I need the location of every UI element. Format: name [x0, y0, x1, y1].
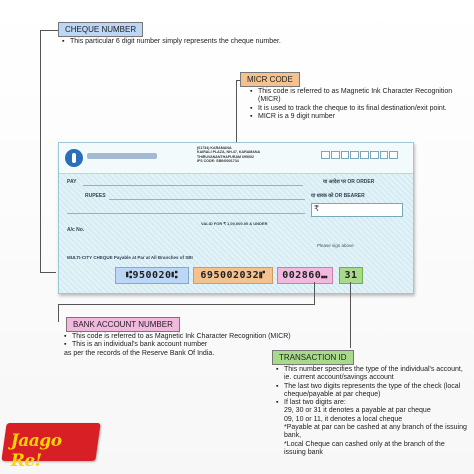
- connector-line: [40, 30, 58, 31]
- pay-label: PAY: [67, 179, 77, 185]
- connector-line: [40, 30, 41, 272]
- valid-label: VALID FOR ₹ 1,00,000.00 & UNDER: [201, 221, 268, 226]
- rupees-label: RUPEES: [85, 193, 106, 199]
- desc-item: ▪ This number specifies the type of the individual's account, ie. current account/savings account: [276, 366, 468, 383]
- cheque-image: [58, 142, 414, 294]
- address-line: IFS CODE: SBIN0001734: [197, 159, 239, 164]
- order-label: या आदेश पर OR ORDER: [323, 179, 375, 185]
- address-line: (01734) KARAMANA: [197, 146, 232, 150]
- ac-no-label: A/c No.: [67, 227, 85, 233]
- logo-text: Jaago Re!: [10, 431, 62, 471]
- desc-item: ▪ If last two digits are:: [276, 399, 468, 407]
- desc-item: ▪ This code is referred to as Magnetic Ink Character Recognition (MICR): [64, 333, 364, 341]
- bank-account-number-label: BANK ACCOUNT NUMBER: [66, 317, 180, 332]
- transaction-id-label: TRANSACTION ID: [272, 350, 354, 365]
- date-boxes: [321, 151, 399, 159]
- desc-item: ▪ This particular 6 digit number simply represents the cheque number.: [62, 38, 362, 46]
- desc-item: ▪ The last two digits represents the type of the check (local cheque/payable at par cheque): [276, 383, 468, 400]
- branch-address: [197, 146, 260, 164]
- desc-item: ▪ This is an individual's bank account number: [64, 341, 364, 349]
- connector-line: [314, 282, 315, 304]
- sign-label: Please sign above: [317, 243, 354, 248]
- desc-item: 29, 30 or 31 it denotes a payable at par cheque: [284, 407, 431, 415]
- desc-item: as per the records of the Reserve Bank Of India.: [64, 349, 215, 357]
- desc-item: ▪ It is used to track the cheque to its final destination/exit point.: [250, 105, 462, 113]
- bank-logo-icon: [65, 149, 83, 167]
- cheque-number-label: CHEQUE NUMBER: [58, 22, 143, 37]
- connector-line: [58, 304, 315, 305]
- address-line: KAIRALI PLAZA, NH-47, KARAMANA: [197, 150, 261, 155]
- micr-code-desc: [250, 88, 462, 121]
- transaction-id-desc: [276, 366, 468, 457]
- desc-item: 09, 10 or 11, it denotes a local cheque: [284, 415, 403, 423]
- rupees-line-2: [67, 213, 305, 214]
- micr-cheque-number: ⑆950020⑆: [115, 267, 189, 284]
- address-line: THIRUVANANTHAPURAM 695002: [197, 154, 255, 159]
- payable-label: MULTI-CITY CHEQUE Payable at Par at All Branches of SBI: [67, 255, 193, 260]
- amount-box: ₹: [311, 203, 403, 217]
- desc-item: *Payable at par can be cashed at any branch of the issuing bank,: [284, 424, 467, 440]
- pay-line: [83, 185, 303, 186]
- jaago-re-logo: [1, 423, 100, 471]
- connector-line: [40, 272, 56, 273]
- micr-transaction-id: 31: [339, 267, 363, 284]
- cheque-number-desc: [62, 38, 362, 46]
- connector-line: [350, 282, 351, 348]
- bearer-label: या धारक को OR BEARER: [311, 193, 365, 199]
- cheque-header: [59, 143, 413, 174]
- desc-item: *Local Cheque can cashed only at the branch of the issuing bank: [284, 440, 445, 456]
- micr-code: 695002032⑈: [193, 267, 273, 284]
- rupees-line: [109, 199, 305, 200]
- desc-item: ▪ MICR is a 9 digit number: [250, 113, 462, 121]
- connector-line: [58, 304, 59, 322]
- micr-account-number: 002860⑉: [277, 267, 333, 284]
- micr-code-label: MICR CODE: [240, 72, 300, 87]
- desc-item: ▪ This code is referred to as Magnetic Ink Character Recognition (MICR): [250, 88, 462, 105]
- bank-name-blurred: [87, 153, 157, 159]
